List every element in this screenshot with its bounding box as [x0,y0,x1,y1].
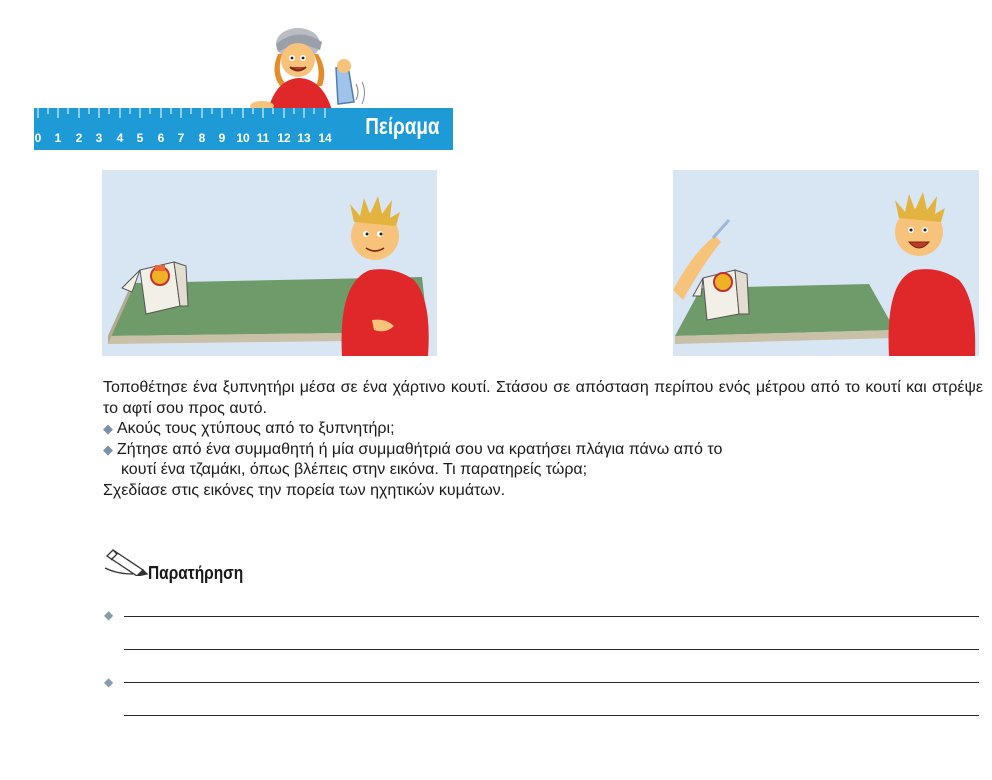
ruler-number: 1 [54,131,62,145]
closing-text: Σχεδίασε στις εικόνες την πορεία των ηχητικών κυμάτων. [103,481,506,499]
ruler-number: 10 [236,131,250,145]
ruler-ticks [34,108,344,122]
ruler-number: 14 [318,131,332,145]
bullet-diamond-icon: ◆ [104,675,114,689]
ruler-number: 2 [75,131,83,145]
bullet-diamond-icon: ◆ [103,441,113,457]
bullet-diamond-icon: ◆ [104,608,114,622]
answer-line[interactable] [124,682,979,683]
ruler-number: 12 [277,131,291,145]
answer-line[interactable] [124,715,979,716]
ruler-number: 7 [177,131,185,145]
ruler-number: 13 [297,131,311,145]
experiment-picture-1 [102,170,437,356]
mascot-illustration [240,14,370,114]
bullet-diamond-icon: ◆ [103,421,113,436]
ruler-number: 9 [218,131,226,145]
answer-line[interactable] [124,649,979,650]
observation-title: Παρατήρηση [148,563,244,583]
instruction-paragraph: Τοποθέτησε ένα ξυπνητήρι μέσα σε ένα χάρτινο κουτί. Στάσου σε απόσταση περίπου ενός μέτρου από το κουτί και στρέψε το αφτί σου προς αυτό. [103,379,983,417]
bullet-item-2-continuation: κουτί ένα τζαμάκι, όπως βλέπεις στην εικόνα. Τι παρατηρείς τώρα; [121,461,588,478]
bullet-text: Ακούς τους χτύπους από το ξυπνητήρι; [117,420,395,437]
section-badge: Πείραμα [364,113,439,139]
experiment-ruler-banner [34,108,453,150]
bullet-item-1 [103,419,983,440]
ruler-number: 4 [116,131,124,145]
ruler-number: 6 [157,131,165,145]
instructions-text [103,378,983,501]
ruler-number: 3 [95,131,103,145]
ruler-number: 5 [136,131,144,145]
ruler-number: 11 [256,131,270,145]
bullet-item-2 [103,440,983,461]
ruler-number: 0 [34,131,42,145]
pencil-icon [103,548,149,576]
experiment-picture-2 [673,170,979,356]
bullet-text: Ζήτησε από ένα συμμαθητή ή μία συμμαθήτριά σου να κρατήσει πλάγια πάνω από το [117,440,723,458]
ruler-number: 8 [198,131,206,145]
answer-line[interactable] [124,616,979,617]
